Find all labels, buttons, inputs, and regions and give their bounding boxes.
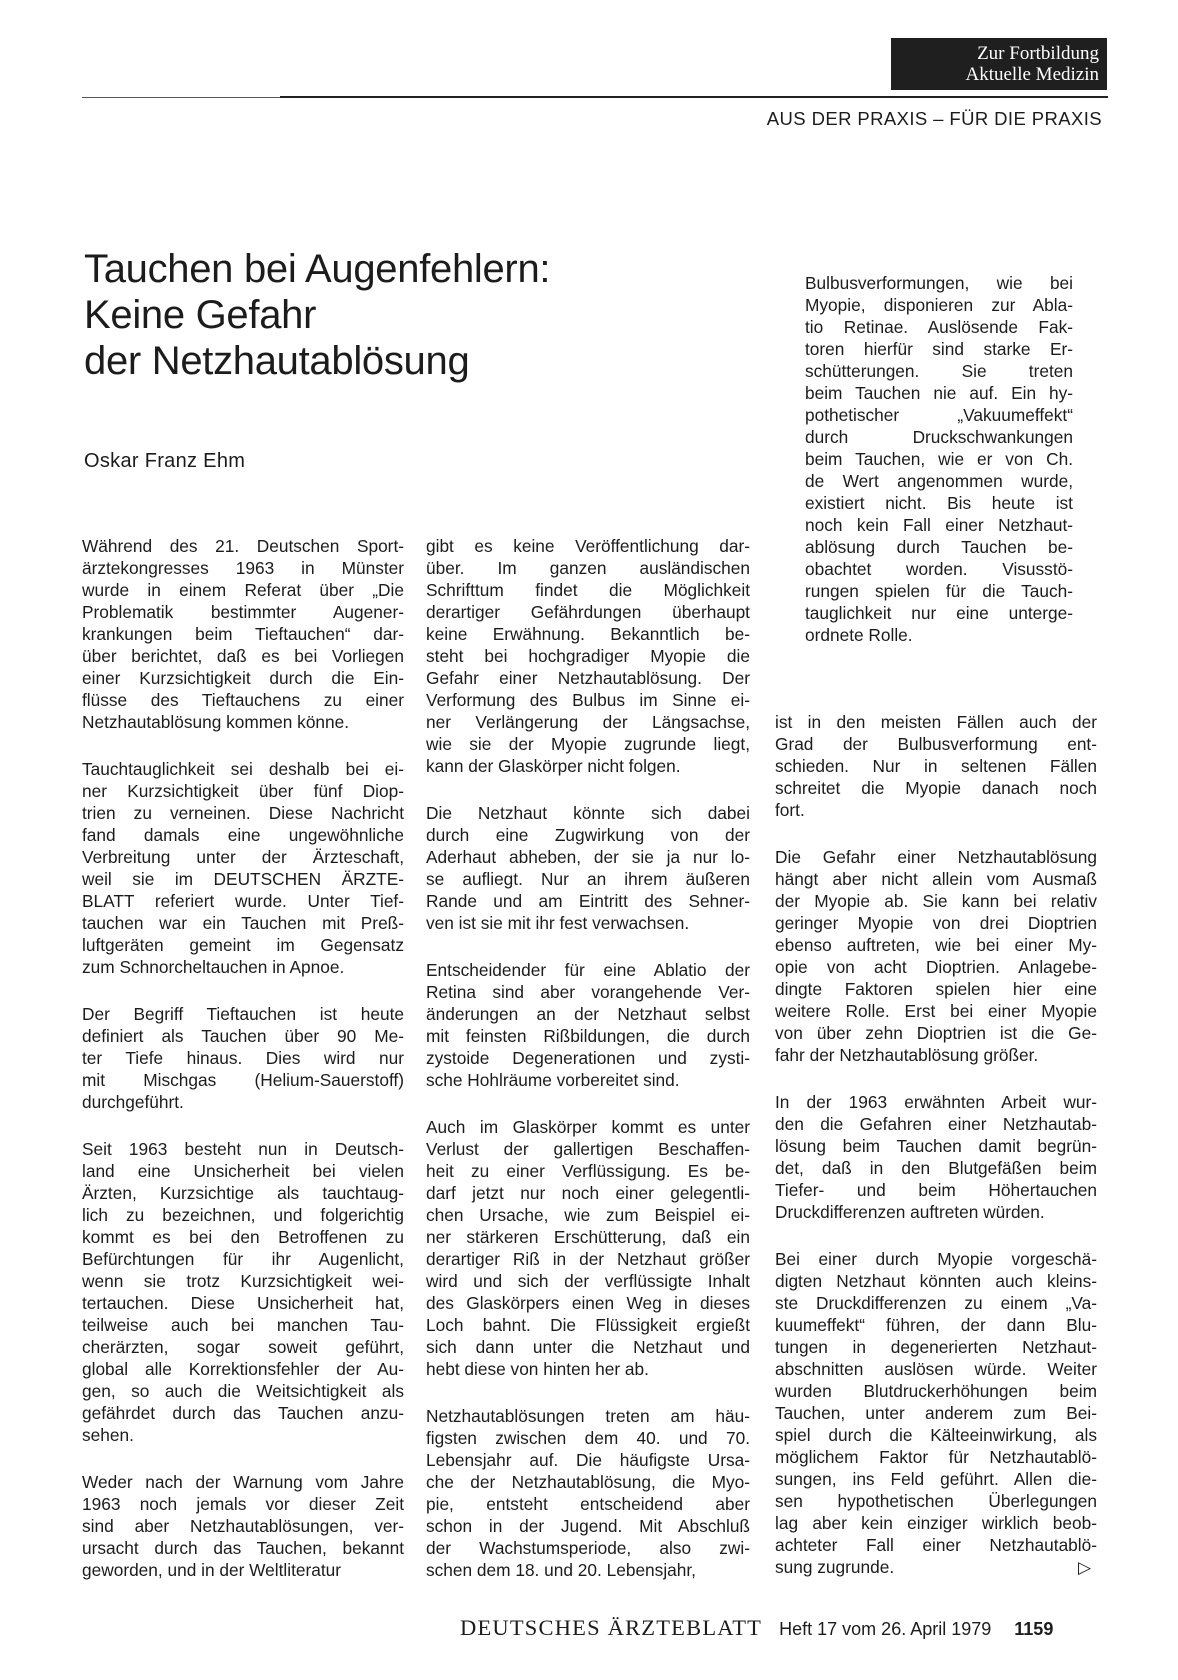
text-line: wurde in einem Referat über „Die	[82, 580, 404, 600]
text-line: pie, entsteht entscheidend aber	[426, 1494, 750, 1514]
text-line: sung zugrunde.	[775, 1557, 895, 1577]
paragraph	[426, 1116, 750, 1380]
paragraph	[82, 1003, 404, 1113]
text-line: wurden Blutdruckerhöhungen beim	[775, 1381, 1097, 1401]
text-line: weitere Rolle. Erst bei einer Myopie	[775, 1001, 1097, 1021]
text-line: von über zehn Dioptrien ist die Ge-	[775, 1023, 1097, 1043]
text-line: Die Netzhaut könnte sich dabei	[426, 803, 750, 823]
text-line: der Myopie ab. Sie kann bei relativ	[775, 891, 1097, 911]
text-line: noch kein Fall einer Netzhaut-	[805, 515, 1073, 535]
text-line: mit Mischgas (Helium-Sauerstoff)	[82, 1070, 404, 1090]
text-line: schütterungen. Sie treten	[805, 361, 1073, 381]
text-line: Myopie, disponieren zur Abla-	[805, 295, 1073, 315]
paragraph	[82, 758, 404, 978]
text-line: derartiger Gefährdungen überhaupt	[426, 602, 750, 622]
text-line: trien zu verneinen. Diese Nachricht	[82, 803, 404, 823]
text-line: luftgeräten gemeint im Gegensatz	[82, 935, 404, 955]
text-line: kommt es bei den Betroffenen zu	[82, 1227, 404, 1247]
text-line: sche Hohlräume vorbereitet sind.	[426, 1070, 680, 1090]
header-rule-thin	[82, 97, 280, 98]
text-line: tungen in degenerierten Netzhaut-	[775, 1337, 1097, 1357]
paragraph	[775, 1248, 1097, 1578]
text-line: Befürchtungen für ihr Augenlicht,	[82, 1249, 404, 1269]
text-line: pothetischer „Vakuumeffekt“	[805, 405, 1073, 425]
category-badge	[891, 38, 1107, 90]
text-line: weil sie im DEUTSCHEN ÄRZTE-	[82, 869, 404, 889]
text-line: Netzhautablösungen treten am häu-	[426, 1406, 750, 1426]
text-line: Entscheidender für eine Ablatio der	[426, 960, 750, 980]
text-line: fahr der Netzhautablösung größer.	[775, 1045, 1039, 1065]
text-line: det, daß in den Blutgefäßen beim	[775, 1158, 1097, 1178]
text-line: spiel durch die Kälteeinwirkung, als	[775, 1425, 1097, 1445]
paragraph	[426, 1405, 750, 1581]
paragraph	[82, 535, 404, 733]
text-line: Während des 21. Deutschen Sport-	[82, 536, 404, 556]
text-line: abschnitten auslösen würde. Weiter	[775, 1359, 1097, 1379]
text-line: änderungen an der Netzhaut selbst	[426, 1004, 750, 1024]
text-line: Retina sind aber vorangehende Ver-	[426, 982, 750, 1002]
text-line: lag aber kein einziger wirklich beob-	[775, 1513, 1097, 1533]
text-line: Druckdifferenzen auftreten würden.	[775, 1202, 1045, 1222]
text-line: sen hypothetischen Überlegungen	[775, 1491, 1097, 1511]
text-line: schon in der Jugend. Mit Abschluß	[426, 1516, 750, 1536]
paragraph	[426, 802, 750, 934]
text-line: sehen.	[82, 1425, 134, 1445]
text-line: ursacht durch das Tauchen, bekannt	[82, 1538, 404, 1558]
text-line: Rande und am Eintritt des Sehner-	[426, 891, 750, 911]
text-line: Weder nach der Warnung vom Jahre	[82, 1472, 404, 1492]
text-line: sungen, ins Feld geführt. Allen die-	[775, 1469, 1097, 1489]
text-line: darf jetzt nur noch einer gelegentli-	[426, 1183, 750, 1203]
text-line: ner Verlängerung der Längsachse,	[426, 712, 750, 732]
text-line: lich zu bezeichnen, und folgerichtig	[82, 1205, 404, 1225]
text-line: durchgeführt.	[82, 1092, 184, 1112]
paragraph	[805, 272, 1073, 646]
text-line: Die Gefahr einer Netzhautablösung	[775, 847, 1097, 867]
text-line: ordnete Rolle.	[805, 625, 913, 645]
text-line: gibt es keine Veröffentlichung dar-	[426, 536, 750, 556]
text-line: ärztekongresses 1963 in Münster	[82, 558, 404, 578]
text-line: digten Netzhaut könnten auch kleins-	[775, 1271, 1097, 1291]
author-name: Oskar Franz Ehm	[84, 450, 246, 472]
text-line: über berichtet, daß es bei Vorliegen	[82, 646, 404, 666]
page-footer	[460, 1616, 1053, 1641]
text-line: Loch bahnt. Die Flüssigkeit ergießt	[426, 1315, 750, 1335]
text-line: Tiefer- und beim Höhertauchen	[775, 1180, 1097, 1200]
section-heading: AUS DER PRAXIS – FÜR DIE PRAXIS	[766, 108, 1102, 129]
text-line: tauglichkeit nur eine unterge-	[805, 603, 1073, 623]
text-line: steht bei hochgradiger Myopie die	[426, 646, 750, 666]
column-1	[82, 535, 404, 1606]
text-line: schen dem 18. und 20. Lebensjahr,	[426, 1560, 696, 1580]
title-line-2: Keine Gefahr	[84, 293, 317, 337]
text-line: einer Kurzsichtigkeit durch die Ein-	[82, 668, 404, 688]
text-line: Bulbusverformungen, wie bei	[805, 273, 1073, 293]
text-line: wie sie der Myopie zugrunde liegt,	[426, 734, 750, 754]
text-line: chen Ursache, wie zum Beispiel ei-	[426, 1205, 750, 1225]
text-line: beim Tauchen nie auf. Ein hy-	[805, 383, 1073, 403]
text-line: derartiger Riß in der Netzhaut größer	[426, 1249, 750, 1269]
text-line: existiert nicht. Bis heute ist	[805, 493, 1073, 513]
paragraph	[82, 1138, 404, 1446]
journal-name: DEUTSCHES ÄRZTEBLATT	[460, 1615, 763, 1640]
badge-line-1: Zur Fortbildung	[977, 43, 1099, 64]
text-line: geworden, und in der Weltliteratur	[82, 1560, 342, 1580]
text-line: Auch im Glaskörper kommt es unter	[426, 1117, 750, 1137]
text-line: Lebensjahr auf. Die häufigste Ursa-	[426, 1450, 750, 1470]
text-line: obachtet worden. Visusstö-	[805, 559, 1073, 579]
text-line: ist in den meisten Fällen auch der	[775, 712, 1097, 732]
text-line: ven ist sie mit ihr fest verwachsen.	[426, 913, 690, 933]
text-line: krankungen beim Tieftauchen“ dar-	[82, 624, 404, 644]
text-line: durch Druckschwankungen	[805, 427, 1073, 447]
text-line: che der Netzhautablösung, die Myo-	[426, 1472, 750, 1492]
text-line: zum Schnorcheltauchen in Apnoe.	[82, 957, 345, 977]
text-line: de Wert angenommen wurde,	[805, 471, 1073, 491]
text-line: In der 1963 erwähnten Arbeit wur-	[775, 1092, 1097, 1112]
text-line: flüsse des Tieftauchens zu einer	[82, 690, 404, 710]
text-line: Verformung des Bulbus im Sinne ei-	[426, 690, 750, 710]
text-line: se aufliegt. Nur an ihrem äußeren	[426, 869, 750, 889]
text-line: wenn sie trotz Kurzsichtigkeit wei-	[82, 1271, 404, 1291]
text-line: ner stärkeren Erschütterung, daß ein	[426, 1227, 750, 1247]
text-line: Verlust der gallertigen Beschaffen-	[426, 1139, 750, 1159]
header-rule-thick	[280, 96, 1108, 98]
text-line: ste Druckdifferenzen zu einem „Va-	[775, 1293, 1097, 1313]
text-line: achteter Fall einer Netzhautablö-	[775, 1535, 1097, 1555]
text-line: Gefahr einer Netzhautablösung. Der	[426, 668, 750, 688]
text-line: 1963 noch jemals vor dieser Zeit	[82, 1494, 404, 1514]
text-line: geringer Myopie von drei Dioptrien	[775, 913, 1097, 933]
text-line: mit feinsten Rißbildungen, die durch	[426, 1026, 750, 1046]
text-line: tertauchen. Diese Unsicherheit hat,	[82, 1293, 404, 1313]
title-line-1: Tauchen bei Augenfehlern:	[84, 247, 551, 291]
text-line: den die Gefahren einer Netzhautab-	[775, 1114, 1097, 1134]
text-line: Schrifttum findet die Möglichkeit	[426, 580, 750, 600]
text-line: tio Retinae. Auslösende Fak-	[805, 317, 1073, 337]
text-line: lösung beim Tauchen damit begrün-	[775, 1136, 1097, 1156]
text-line: der Wachstumsperiode, also zwi-	[426, 1538, 750, 1558]
text-line: Grad der Bulbusverformung ent-	[775, 734, 1097, 754]
text-line: hängt aber nicht allein vom Ausmaß	[775, 869, 1097, 889]
text-line: Bei einer durch Myopie vorgeschä-	[775, 1249, 1097, 1269]
text-line: Tauchen, unter anderem zum Bei-	[775, 1403, 1097, 1423]
text-line: sich dann unter die Netzhaut und	[426, 1337, 750, 1357]
text-line: möglichem Faktor für Netzhautablö-	[775, 1447, 1097, 1467]
text-line: fort.	[775, 800, 805, 820]
text-line: Der Begriff Tieftauchen ist heute	[82, 1004, 404, 1024]
text-line: beim Tauchen, wie er von Ch.	[805, 449, 1073, 469]
paragraph	[426, 535, 750, 777]
text-line: wird und sich der verflüssigte Inhalt	[426, 1271, 750, 1291]
text-line: toren hierfür sind starke Er-	[805, 339, 1073, 359]
column-3	[775, 711, 1097, 1603]
text-line: ter Tiefe hinaus. Dies wird nur	[82, 1048, 404, 1068]
text-line: durch eine Zugwirkung von der	[426, 825, 750, 845]
text-line: fand damals eine ungewöhnliche	[82, 825, 404, 845]
title-line-3: der Netzhautablösung	[84, 339, 470, 383]
text-line: dingte Faktoren spielen hier eine	[775, 979, 1097, 999]
text-line: cherärzten, sogar soweit geführt,	[82, 1337, 404, 1357]
issue-info: Heft 17 vom 26. April 1979	[779, 1619, 992, 1639]
text-line: zystoide Degenerationen und zysti-	[426, 1048, 750, 1068]
text-line: ner Kurzsichtigkeit über fünf Diop-	[82, 781, 404, 801]
text-line: sind aber Netzhautablösungen, ver-	[82, 1516, 404, 1536]
text-line: Ärzten, Kurzsichtige als tauchtaug-	[82, 1183, 404, 1203]
column-3-top	[805, 272, 1073, 671]
text-line: kuumeffekt“ führen, der dann Blu-	[775, 1315, 1097, 1335]
text-line: Tauchtauglichkeit sei deshalb bei ei-	[82, 759, 404, 779]
page-number: 1159	[1014, 1619, 1054, 1639]
text-line: kann der Glaskörper nicht folgen.	[426, 756, 681, 776]
text-line: land eine Unsicherheit bei vielen	[82, 1161, 404, 1181]
text-line: schieden. Nur in seltenen Fällen	[775, 756, 1097, 776]
text-line: Problematik bestimmter Augener-	[82, 602, 404, 622]
text-line: opie von acht Dioptrien. Anlagebe-	[775, 957, 1097, 977]
text-line: tauchen war ein Tauchen mit Preß-	[82, 913, 404, 933]
text-line: Aderhaut abheben, der sie ja nur lo-	[426, 847, 750, 867]
text-line: Seit 1963 besteht nun in Deutsch-	[82, 1139, 404, 1159]
text-line: schreitet die Myopie danach noch	[775, 778, 1097, 798]
text-line: definiert als Tauchen über 90 Me-	[82, 1026, 404, 1046]
text-line: keine Erwähnung. Bekanntlich be-	[426, 624, 750, 644]
paragraph	[82, 1471, 404, 1581]
text-line: gefährdet durch das Tauchen anzu-	[82, 1403, 404, 1423]
text-line: teilweise auch bei manchen Tau-	[82, 1315, 404, 1335]
article-title	[84, 246, 550, 384]
text-line: gen, so auch die Weitsichtigkeit als	[82, 1381, 404, 1401]
continue-arrow-icon: ▷	[1078, 1558, 1092, 1577]
text-line: über. Im ganzen ausländischen	[426, 558, 750, 578]
paragraph	[426, 959, 750, 1091]
text-line: heit zu einer Verflüssigung. Es be-	[426, 1161, 750, 1181]
paragraph	[775, 711, 1097, 821]
text-line: hebt diese von hinten her ab.	[426, 1359, 649, 1379]
text-line: figsten zwischen dem 40. und 70.	[426, 1428, 750, 1448]
paragraph	[775, 1091, 1097, 1223]
text-line: rungen spielen für die Tauch-	[805, 581, 1073, 601]
paragraph	[775, 846, 1097, 1066]
badge-line-2: Aktuelle Medizin	[965, 64, 1099, 85]
text-line: ebenso auftreten, wie bei einer My-	[775, 935, 1097, 955]
column-2	[426, 535, 750, 1606]
text-line: Verbreitung unter der Ärzteschaft,	[82, 847, 404, 867]
text-line: des Glaskörpers einen Weg in dieses	[426, 1293, 750, 1313]
text-line: Netzhautablösung kommen könne.	[82, 712, 350, 732]
text-line: BLATT referiert wurde. Unter Tief-	[82, 891, 404, 911]
text-line: ablösung durch Tauchen be-	[805, 537, 1073, 557]
text-line: global alle Korrektionsfehler der Au-	[82, 1359, 404, 1379]
